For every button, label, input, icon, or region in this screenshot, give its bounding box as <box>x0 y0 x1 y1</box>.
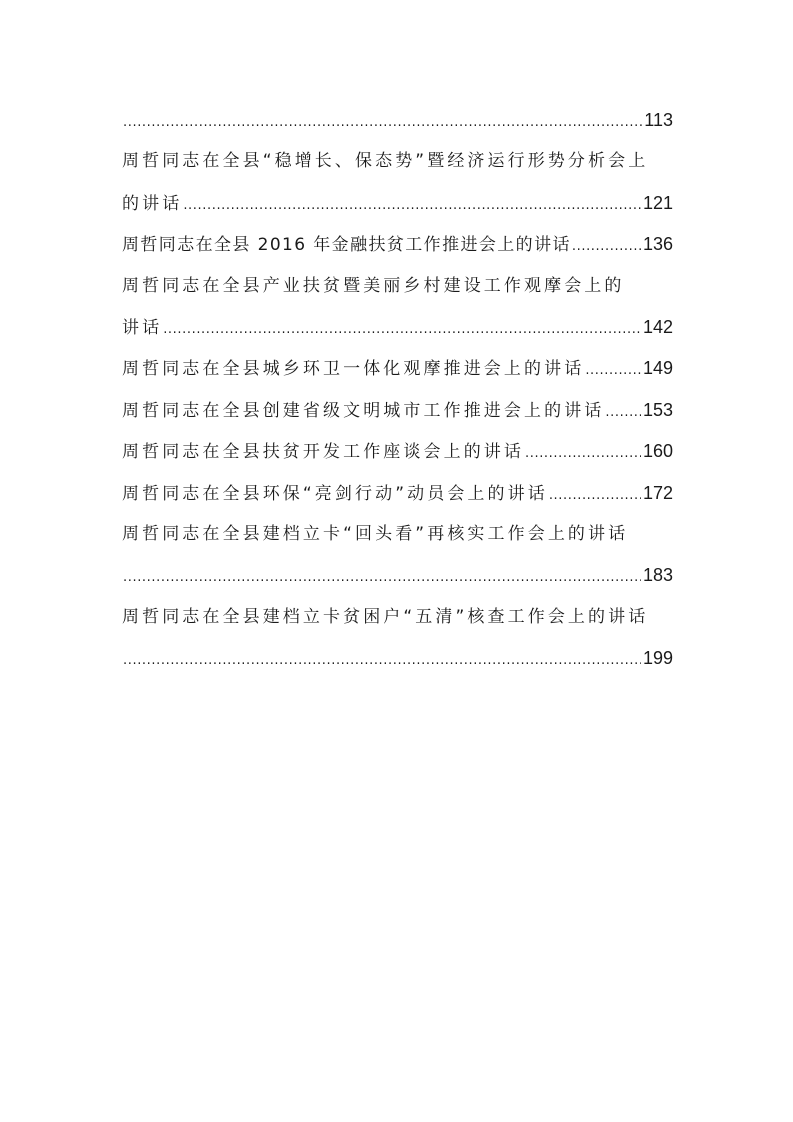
dot-leader <box>525 433 641 472</box>
toc-page-number: 199 <box>642 648 673 669</box>
toc-entry[interactable] <box>122 473 673 514</box>
dot-leader <box>163 309 641 348</box>
toc-entry-title: 周哲同志在全县扶贫开发工作座谈会上的讲话 <box>122 442 524 463</box>
dot-leader <box>549 475 641 514</box>
dot-leader <box>605 392 641 431</box>
toc-entry[interactable] <box>122 555 673 596</box>
toc-page-number: 142 <box>642 316 673 337</box>
toc-page-number: 121 <box>642 192 673 213</box>
toc-entry-title: 周哲同志在全县环保“亮剑行动”动员会上的讲话 <box>122 483 548 504</box>
toc-entry-title[interactable]: 周哲同志在全县建档立卡贫困户“五清”核查工作会上的讲话 <box>122 606 649 627</box>
toc-entry[interactable] <box>122 431 673 472</box>
toc-page-number: 149 <box>642 358 673 379</box>
toc-entry-title[interactable]: 周哲同志在全县“稳增长、保态势”暨经济运行形势分析会上 <box>122 151 649 172</box>
dot-leader <box>123 640 641 679</box>
toc-entry-title: 周哲同志在全县 2016 年金融扶贫工作推进会上的讲话 <box>122 235 571 256</box>
dot-leader <box>572 226 641 265</box>
table-of-contents <box>122 100 673 679</box>
toc-entry-title-cont: 的讲话 <box>122 193 183 214</box>
toc-entry-title-cont: 讲话 <box>122 317 163 338</box>
toc-page-number: 113 <box>644 110 673 130</box>
toc-entry[interactable] <box>122 307 673 348</box>
toc-entry[interactable] <box>122 390 673 431</box>
toc-page-number: 160 <box>642 441 673 462</box>
dot-leader <box>585 350 641 389</box>
toc-entry[interactable] <box>122 638 673 679</box>
dot-leader <box>123 557 641 596</box>
toc-page-number: 172 <box>642 482 673 503</box>
toc-entry-title: 周哲同志在全县城乡环卫一体化观摩推进会上的讲话 <box>122 359 585 380</box>
toc-entry-title[interactable]: 周哲同志在全县建档立卡“回头看”再核实工作会上的讲话 <box>122 523 629 544</box>
toc-page-number: 153 <box>642 399 673 420</box>
toc-entry[interactable] <box>122 224 673 265</box>
toc-page-number: 183 <box>642 565 673 586</box>
toc-entry[interactable] <box>122 183 673 224</box>
toc-entry-title: 周哲同志在全县创建省级文明城市工作推进会上的讲话 <box>122 400 605 421</box>
toc-entry-title[interactable]: 周哲同志在全县产业扶贫暨美丽乡村建设工作观摩会上的 <box>122 275 625 296</box>
dot-leader <box>123 102 642 141</box>
toc-entry[interactable] <box>122 348 673 389</box>
toc-page-number: 136 <box>642 234 673 255</box>
dot-leader <box>183 185 641 224</box>
toc-entry-continuation[interactable] <box>122 100 673 141</box>
